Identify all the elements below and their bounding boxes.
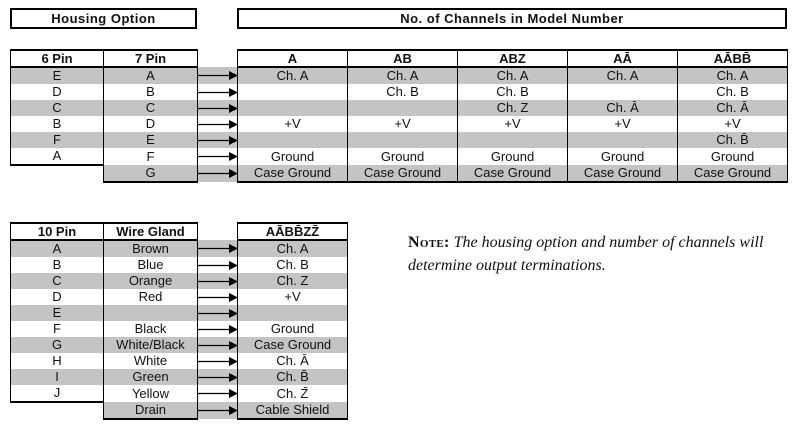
table-row	[11, 321, 348, 337]
table-row	[11, 257, 348, 273]
output-cell: Ch. Ā	[238, 353, 348, 369]
output-cell-aabarbbbar: Ch. B̄	[678, 132, 788, 148]
table-row	[11, 67, 788, 84]
output-cell-abz: Ground	[458, 148, 568, 165]
pin10-cell: G	[11, 337, 104, 353]
output-cell-aabar: Ground	[568, 148, 678, 165]
pin7-cell: G	[104, 165, 198, 182]
pin10-cell	[11, 402, 104, 419]
note-heading: Note:	[408, 234, 450, 251]
arrow-icon	[198, 353, 238, 369]
pin7-cell: B	[104, 84, 198, 100]
pin10-cell: E	[11, 305, 104, 321]
col-ab: AB	[348, 50, 458, 67]
output-cell-ab	[348, 100, 458, 116]
arrow-icon	[198, 337, 238, 353]
wire-gland-pinout-table	[10, 222, 348, 420]
output-cell-a	[238, 84, 348, 100]
output-cell-ab: Ch. A	[348, 67, 458, 84]
output-cell-aabarbbbar: +V	[678, 116, 788, 132]
output-cell-abz: Ch. Z	[458, 100, 568, 116]
col-aabar: AĀ	[568, 50, 678, 67]
arrow-icon	[198, 84, 238, 100]
pin7-cell: A	[104, 67, 198, 84]
output-cell-abz: Ch. B	[458, 84, 568, 100]
arrow-icon	[198, 273, 238, 289]
col-7pin: 7 Pin	[104, 50, 198, 67]
output-cell: Ch. Z̄	[238, 385, 348, 402]
table-row	[11, 305, 348, 321]
table-row	[11, 369, 348, 385]
output-cell-aabarbbbar: Ch. Ā	[678, 100, 788, 116]
wire-color-cell: Orange	[104, 273, 198, 289]
output-cell-abz: +V	[458, 116, 568, 132]
output-cell-aabar: Ch. Ā	[568, 100, 678, 116]
pin7-cell: E	[104, 132, 198, 148]
pin7-cell: F	[104, 148, 198, 165]
output-cell-ab: Ch. B	[348, 84, 458, 100]
arrow-icon	[198, 257, 238, 273]
arrow-icon	[198, 402, 238, 419]
note-body: The housing option and number of channels will determine output terminations.	[408, 234, 764, 274]
output-cell-aabarbbbar: Ch. B	[678, 84, 788, 100]
arrow-icon	[198, 67, 238, 84]
table-row	[11, 402, 348, 419]
arrow-icon	[198, 369, 238, 385]
pin6-cell	[11, 165, 104, 182]
channels-header: No. of Channels in Model Number	[237, 8, 787, 29]
output-cell: +V	[238, 289, 348, 305]
wire-color-cell: Black	[104, 321, 198, 337]
output-cell-ab: Ground	[348, 148, 458, 165]
table-row	[11, 353, 348, 369]
arrow-gap	[198, 50, 238, 67]
arrow-icon	[198, 305, 238, 321]
arrow-gap	[198, 223, 238, 240]
pin10-cell: H	[11, 353, 104, 369]
pin7-cell: D	[104, 116, 198, 132]
output-cell-abz: Ch. A	[458, 67, 568, 84]
output-cell-aabar	[568, 132, 678, 148]
wire-color-cell: Green	[104, 369, 198, 385]
pin6-cell: D	[11, 84, 104, 100]
pin6-cell: F	[11, 132, 104, 148]
output-cell: Cable Shield	[238, 402, 348, 419]
wire-color-cell: White	[104, 353, 198, 369]
table-row	[11, 289, 348, 305]
housing-option-header: Housing Option	[10, 8, 197, 29]
table-row	[11, 132, 788, 148]
col-abz: ABZ	[458, 50, 568, 67]
output-cell-a: Ch. A	[238, 67, 348, 84]
pin6-cell: A	[11, 148, 104, 165]
wire-color-cell: White/Black	[104, 337, 198, 353]
output-cell-aabarbbbar: Ch. A	[678, 67, 788, 84]
output-cell-abz	[458, 132, 568, 148]
col-aabarbbbar: AĀBB̄	[678, 50, 788, 67]
wire-color-cell: Red	[104, 289, 198, 305]
pin10-cell: J	[11, 385, 104, 402]
table-row	[11, 240, 348, 257]
output-cell: Ch. B	[238, 257, 348, 273]
col-10pin: 10 Pin	[11, 223, 104, 240]
col-wire-gland: Wire Gland	[104, 223, 198, 240]
col-6pin: 6 Pin	[11, 50, 104, 67]
output-cell-ab	[348, 132, 458, 148]
output-cell-a: +V	[238, 116, 348, 132]
output-cell-a	[238, 132, 348, 148]
wire-color-cell: Brown	[104, 240, 198, 257]
table-row	[11, 116, 788, 132]
pin6-cell: B	[11, 116, 104, 132]
output-cell-aabarbbbar: Case Ground	[678, 165, 788, 182]
pin10-cell: D	[11, 289, 104, 305]
wire-color-cell	[104, 305, 198, 321]
arrow-icon	[198, 385, 238, 402]
col-a: A	[238, 50, 348, 67]
arrow-icon	[198, 116, 238, 132]
output-cell-ab: +V	[348, 116, 458, 132]
table-row	[11, 337, 348, 353]
table-row	[11, 273, 348, 289]
output-cell: Ch. A	[238, 240, 348, 257]
arrow-icon	[198, 289, 238, 305]
table-row	[11, 84, 788, 100]
output-cell-abz: Case Ground	[458, 165, 568, 182]
pin6-cell: C	[11, 100, 104, 116]
pin10-cell: C	[11, 273, 104, 289]
output-cell: Ch. Z	[238, 273, 348, 289]
output-cell-ab: Case Ground	[348, 165, 458, 182]
wire-color-cell: Blue	[104, 257, 198, 273]
wire-color-cell: Drain	[104, 402, 198, 419]
output-cell: Ground	[238, 321, 348, 337]
pin10-cell: F	[11, 321, 104, 337]
pin10-cell: I	[11, 369, 104, 385]
arrow-icon	[198, 148, 238, 165]
housing-pinout-table	[10, 49, 788, 183]
output-cell-aabarbbbar: Ground	[678, 148, 788, 165]
output-cell-a	[238, 100, 348, 116]
output-cell-aabar: +V	[568, 116, 678, 132]
table-header-row	[11, 223, 348, 240]
arrow-icon	[198, 321, 238, 337]
pin10-cell: A	[11, 240, 104, 257]
note-text	[408, 231, 768, 277]
pin10-cell: B	[11, 257, 104, 273]
table-row	[11, 100, 788, 116]
output-cell-a: Case Ground	[238, 165, 348, 182]
output-cell-aabar: Case Ground	[568, 165, 678, 182]
output-cell: Case Ground	[238, 337, 348, 353]
arrow-icon	[198, 165, 238, 182]
pin7-cell: C	[104, 100, 198, 116]
arrow-icon	[198, 132, 238, 148]
arrow-icon	[198, 100, 238, 116]
output-cell: Ch. B̄	[238, 369, 348, 385]
output-cell-a: Ground	[238, 148, 348, 165]
table-row	[11, 148, 788, 165]
wire-color-cell: Yellow	[104, 385, 198, 402]
pin6-cell: E	[11, 67, 104, 84]
table-row	[11, 385, 348, 402]
table-header-row	[11, 50, 788, 67]
output-cell	[238, 305, 348, 321]
output-cell-aabar: Ch. A	[568, 67, 678, 84]
output-cell-aabar	[568, 84, 678, 100]
arrow-icon	[198, 240, 238, 257]
table-row	[11, 165, 788, 182]
col-output: AĀBB̄ZZ̄	[238, 223, 348, 240]
